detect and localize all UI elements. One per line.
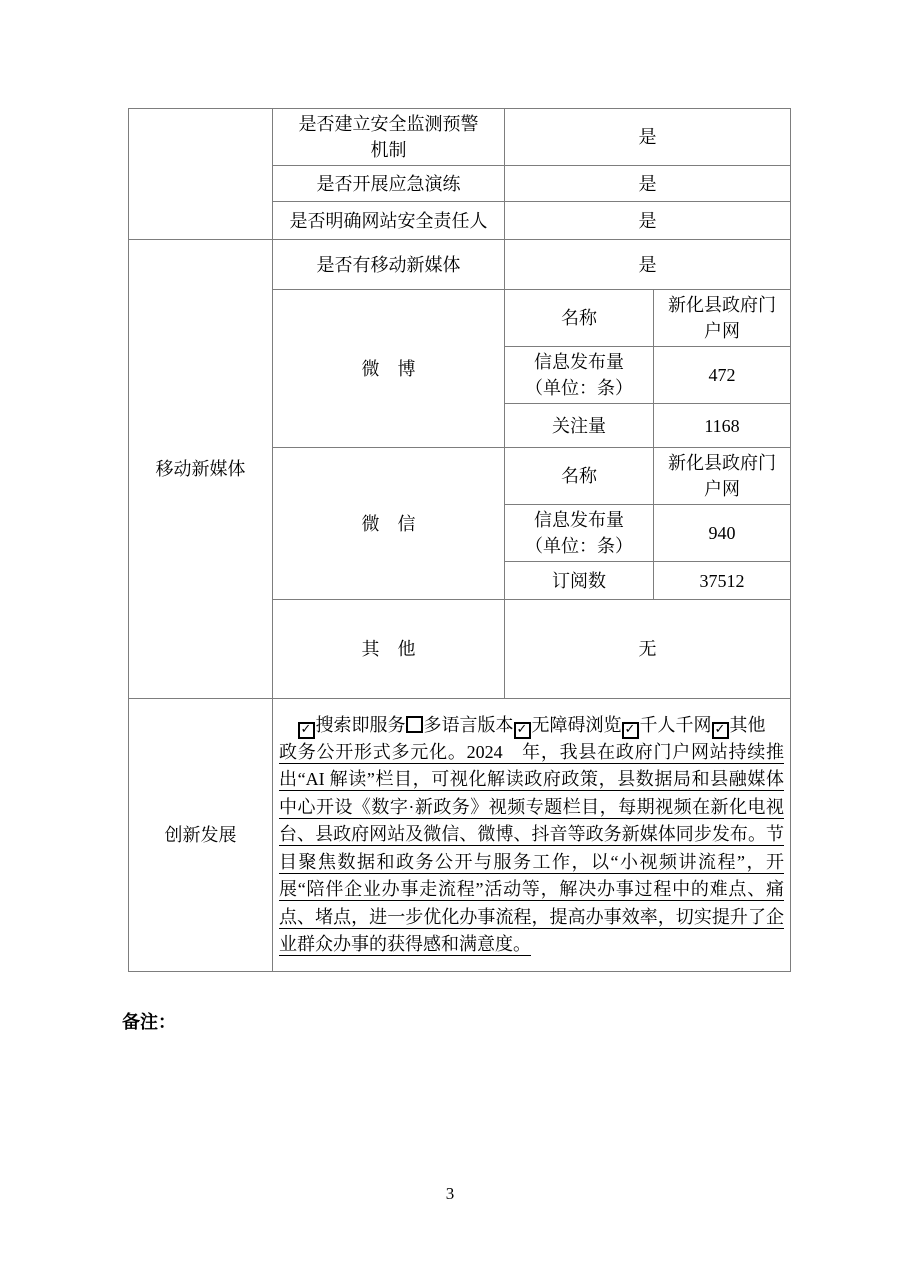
security-question-drill: 是否开展应急演练 [273, 166, 505, 202]
wechat-name-value [654, 448, 791, 505]
checkbox-option-label: 搜索即服务 [315, 714, 406, 735]
weibo-posts-value: 472 [654, 347, 791, 404]
note-label: 备注： [122, 1012, 176, 1032]
innovation-description [279, 739, 784, 958]
security-answer-drill: 是 [505, 166, 791, 202]
security-question-line1: 是否建立安全监测预警 [298, 114, 479, 134]
weibo-followers-value: 1168 [654, 404, 791, 448]
wechat-subscribers-value: 37512 [654, 562, 791, 600]
wechat-name-label: 名称 [505, 448, 654, 505]
wechat-group-label: 微 信 [273, 448, 505, 600]
innovation-description-text: 政务公开形式多元化。2024 年，我县在政府门户网站持续推出“AI 解读”栏目，可视化解读政府政策，县数据局和县融媒体中心开设《数字·新政务》视频专题栏目，每期视频在新化电视台、县政府网站及微信、微博、抖音等政务新媒体同步发布。节目聚焦数据和政务公开与服务工作，以“小视频讲流程”，开展“陪伴企业办事走流程”活动等，解决办事过程中的难点、痛点、堵点，进一步优化办事流程，提高办事效率，切实提升了企业群众办事的获得感和满意度。 [279, 742, 784, 954]
has-mobile-media-answer: 是 [505, 240, 791, 290]
wechat-posts-value: 940 [654, 505, 791, 562]
security-answer-responsible: 是 [505, 202, 791, 240]
security-question-line2: 机制 [370, 140, 407, 160]
other-media-label: 其 他 [273, 600, 505, 699]
security-section-label-cell-empty [129, 109, 273, 240]
checkbox-option-label: 无障碍浏览 [531, 714, 622, 735]
checked-checkbox-icon: ✓ [622, 722, 639, 739]
other-media-value: 无 [505, 600, 791, 699]
weibo-posts-label [505, 347, 654, 404]
page-number: 3 [445, 1184, 455, 1203]
innovation-content-cell [273, 699, 791, 972]
checkbox-option-label: 其他 [729, 714, 766, 735]
security-answer-monitoring: 是 [505, 109, 791, 166]
wechat-name-value-line1: 新化县政府门 [668, 453, 776, 473]
security-question-responsible: 是否明确网站安全责任人 [273, 202, 505, 240]
unchecked-checkbox-icon [406, 716, 423, 733]
security-question-monitoring [273, 109, 505, 166]
wechat-name-value-line2: 户网 [704, 479, 740, 499]
weibo-name-label: 名称 [505, 290, 654, 347]
checkbox-option-label: 多语言版本 [423, 714, 514, 735]
checked-checkbox-icon: ✓ [298, 722, 315, 739]
wechat-posts-label-line2: （单位：条） [525, 536, 633, 556]
weibo-followers-label: 关注量 [505, 404, 654, 448]
report-table [128, 108, 791, 972]
wechat-posts-label [505, 505, 654, 562]
weibo-group-label: 微 博 [273, 290, 505, 448]
has-mobile-media-question: 是否有移动新媒体 [273, 240, 505, 290]
report-table-container [128, 108, 790, 972]
weibo-name-value [654, 290, 791, 347]
weibo-name-value-line1: 新化县政府门 [668, 295, 776, 315]
checked-checkbox-icon: ✓ [514, 722, 531, 739]
checkbox-option-label: 千人千网 [639, 714, 712, 735]
weibo-name-value-line2: 户网 [704, 321, 740, 341]
wechat-posts-label-line1: 信息发布量 [534, 510, 624, 530]
weibo-posts-label-line2: （单位：条） [525, 378, 633, 398]
checked-checkbox-icon: ✓ [712, 722, 729, 739]
mobile-media-section-label: 移动新媒体 [129, 240, 273, 699]
wechat-subscribers-label: 订阅数 [505, 562, 654, 600]
weibo-posts-label-line1: 信息发布量 [534, 352, 624, 372]
innovation-checkbox-line [279, 712, 784, 739]
innovation-section-label: 创新发展 [129, 699, 273, 972]
